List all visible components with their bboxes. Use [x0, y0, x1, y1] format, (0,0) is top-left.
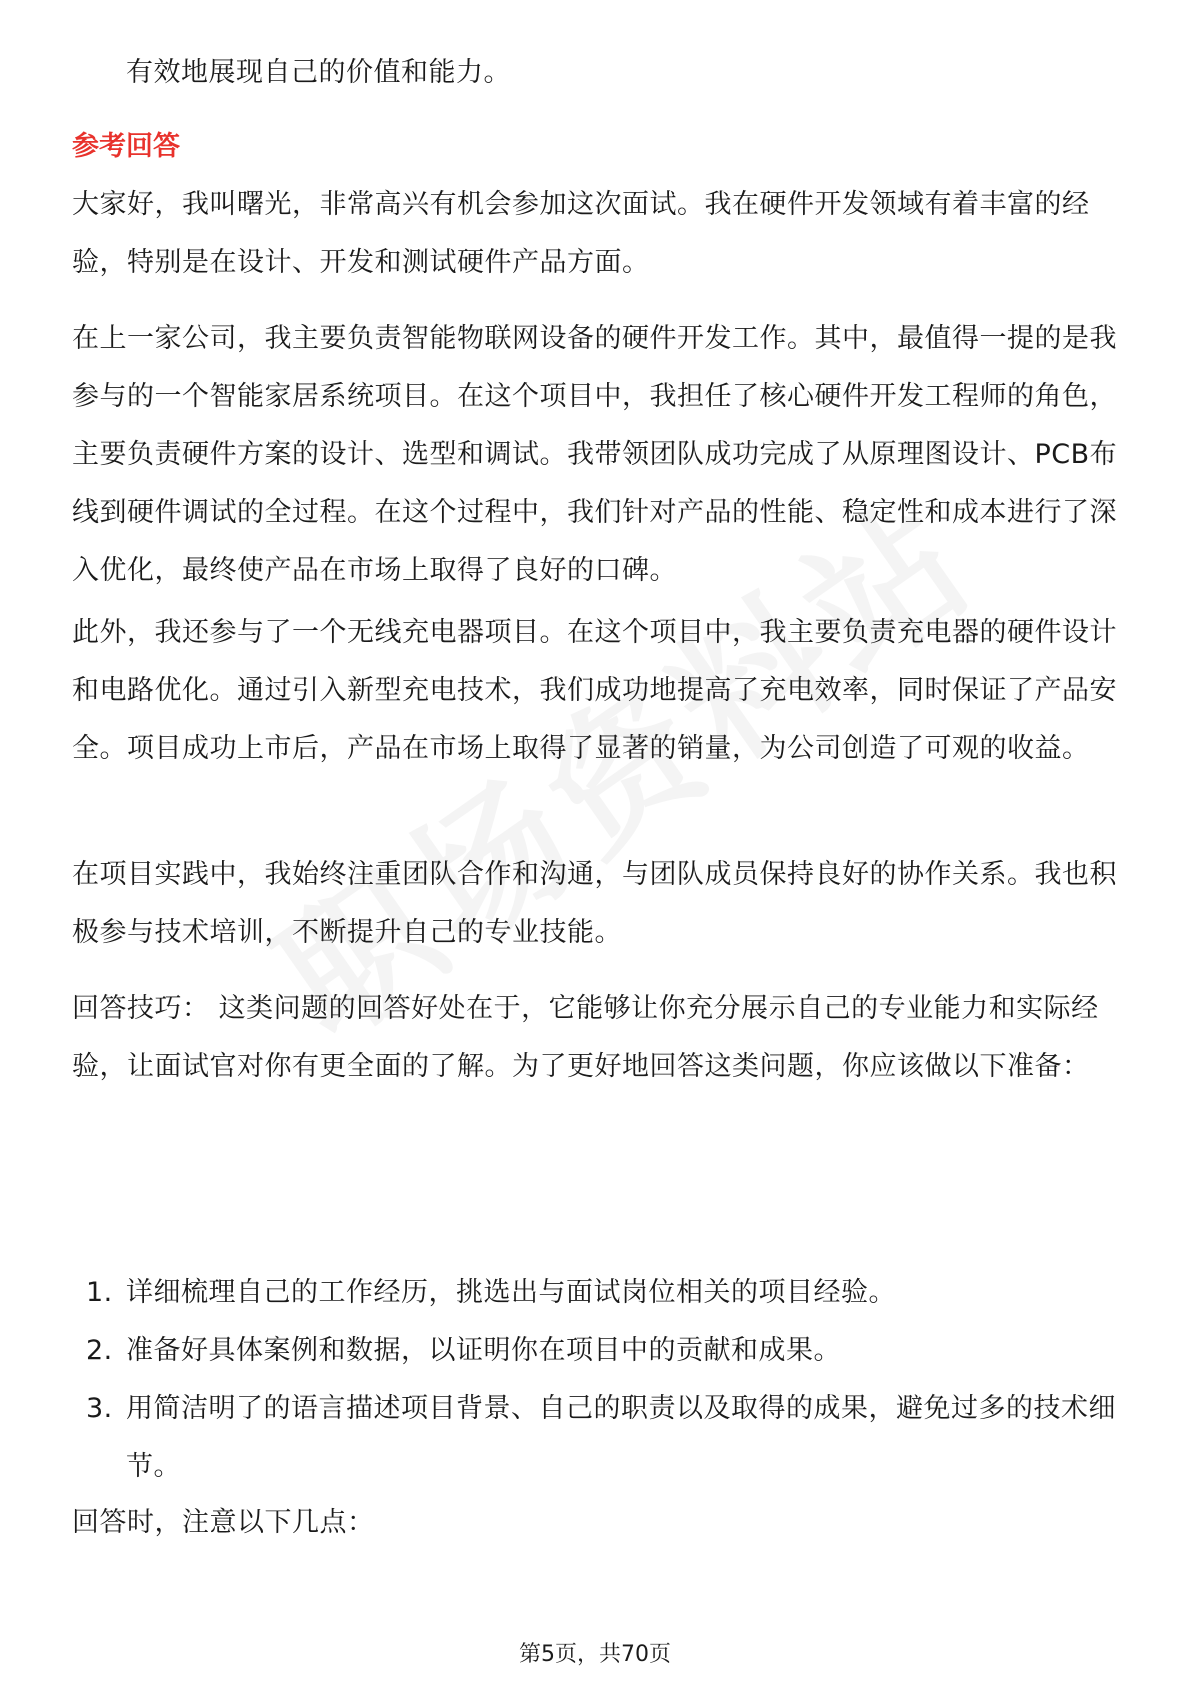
- paragraph-teamwork: 在项目实践中，我始终注重团队合作和沟通，与团队成员保持良好的协作关系。我也积极参与技术培训，不断提升自己的专业技能。: [72, 859, 1117, 948]
- paragraph-tips: 回答技巧： 这类问题的回答好处在于，它能够让你充分展示自己的专业能力和实际经验，让面试官对你有更全面的了解。为了更好地回答这类问题，你应该做以下准备：: [72, 993, 1099, 1082]
- paragraph-smart-home: 在上一家公司，我主要负责智能物联网设备的硬件开发工作。其中，最值得一提的是我参与的一个智能家居系统项目。在这个项目中，我担任了核心硬件开发工程师的角色，主要负责硬件方案的设计、选型和调试。我带领团队成功完成了从原理图设计、PCB布线到硬件调试的全过程。在这个过程中，我们针对产品的性能、稳定性和成本进行了深入优化，最终使产品在市场上取得了良好的口碑。: [72, 323, 1118, 586]
- list-item-text: 准备好具体案例和数据，以证明你在项目中的贡献和成果。: [126, 1335, 841, 1366]
- list-item: [72, 1264, 1122, 1322]
- page-footer: 第5页，共70页: [519, 1642, 671, 1667]
- list-item: [72, 1380, 1122, 1496]
- paragraph-wireless-charger: 此外，我还参与了一个无线充电器项目。在这个项目中，我主要负责充电器的硬件设计和电路优化。通过引入新型充电技术，我们成功地提高了充电效率，同时保证了产品安全。项目成功上市后，产品在市场上取得了显著的销量，为公司创造了可观的收益。: [72, 617, 1117, 764]
- list-number: 3.: [86, 1393, 113, 1424]
- list-number: 1.: [86, 1277, 113, 1308]
- preparation-list: [72, 1264, 1122, 1496]
- list-number: 2.: [86, 1335, 113, 1366]
- continuation-line: 有效地展现自己的价值和能力。: [126, 57, 511, 88]
- list-item-text: 用简洁明了的语言描述项目背景、自己的职责以及取得的成果，避免过多的技术细节。: [126, 1393, 1116, 1482]
- list-item: [72, 1322, 1122, 1380]
- section-heading: 参考回答: [72, 131, 180, 162]
- list-item-text: 详细梳理自己的工作经历，挑选出与面试岗位相关的项目经验。: [126, 1277, 896, 1308]
- closing-line: 回答时，注意以下几点：: [72, 1507, 375, 1538]
- paragraph-intro: 大家好，我叫曙光，非常高兴有机会参加这次面试。我在硬件开发领域有着丰富的经验，特别是在设计、开发和测试硬件产品方面。: [72, 189, 1090, 278]
